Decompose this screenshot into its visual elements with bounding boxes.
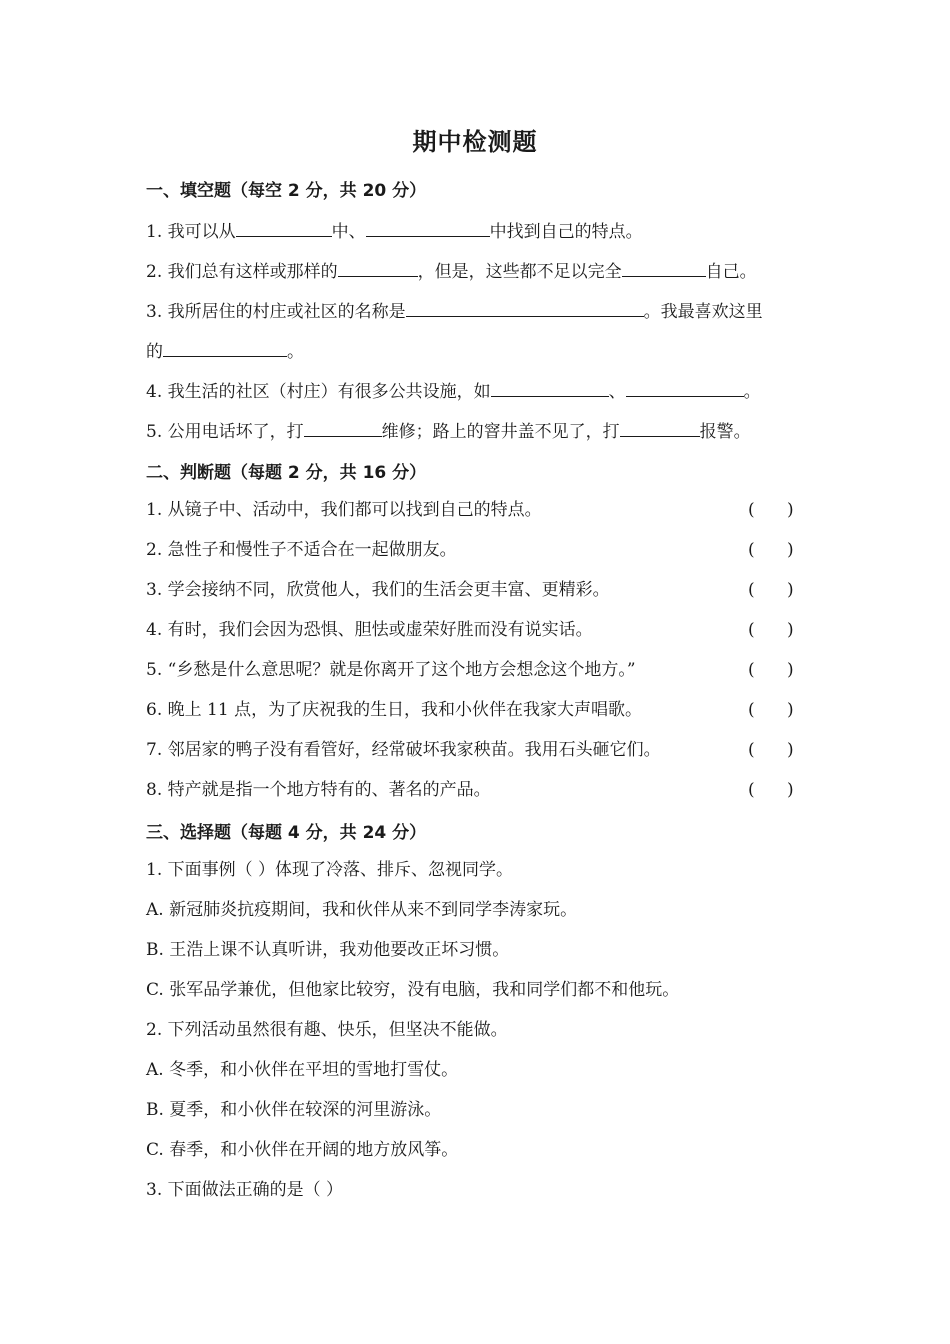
choice-option[interactable]: B. 王浩上课不认真听讲，我劝他要改正坏习惯。: [146, 940, 510, 960]
judge-question: 5. “乡愁是什么意思呢？就是你离开了这个地方会想念这个地方。”: [146, 660, 636, 680]
answer-blank[interactable]: [236, 218, 332, 237]
choice-question: 2. 下列活动虽然很有趣、快乐，但坚决不能做。: [146, 1020, 508, 1040]
choice-option[interactable]: B. 夏季，和小伙伴在较深的河里游泳。: [146, 1100, 442, 1120]
page-title: 期中检测题: [412, 128, 538, 156]
answer-blank[interactable]: [338, 258, 418, 277]
judge-question: 1. 从镜子中、活动中，我们都可以找到自己的特点。: [146, 500, 542, 520]
choice-question: 3. 下面做法正确的是（ ）: [146, 1180, 344, 1200]
judge-question: 3. 学会接纳不同，欣赏他人，我们的生活会更丰富、更精彩。: [146, 580, 610, 600]
judge-question: 7. 邻居家的鸭子没有看管好，经常破坏我家秧苗。我用石头砸它们。: [146, 740, 661, 760]
answer-blank[interactable]: [620, 418, 700, 437]
choice-option[interactable]: A. 冬季，和小伙伴在平坦的雪地打雪仗。: [146, 1060, 459, 1080]
answer-parentheses[interactable]: ( ): [748, 700, 794, 720]
fill-question-3: 3. 我所居住的村庄或社区的名称是 。我最喜欢这里: [146, 298, 763, 324]
answer-blank[interactable]: [366, 218, 490, 237]
judge-question: 4. 有时，我们会因为恐惧、胆怯或虚荣好胜而没有说实话。: [146, 620, 593, 640]
fill-question-3-cont: 的 。: [146, 338, 304, 364]
section-fill-blank-heading: 一、填空题（每空 2 分，共 20 分）: [146, 181, 427, 201]
fill-question-5: 5. 公用电话坏了，打 维修；路上的窨井盖不见了，打 报警。: [146, 418, 751, 444]
answer-blank[interactable]: [304, 418, 382, 437]
fill-question-1: 1. 我可以从 中、 中找到自己的特点。: [146, 218, 643, 244]
answer-parentheses[interactable]: ( ): [748, 580, 794, 600]
choice-option[interactable]: C. 春季，和小伙伴在开阔的地方放风筝。: [146, 1140, 459, 1160]
choice-option[interactable]: C. 张军品学兼优，但他家比较穷，没有电脑，我和同学们都不和他玩。: [146, 980, 680, 1000]
choice-option[interactable]: A. 新冠肺炎抗疫期间，我和伙伴从来不到同学李涛家玩。: [146, 900, 578, 920]
answer-parentheses[interactable]: ( ): [748, 540, 794, 560]
answer-blank[interactable]: [491, 378, 609, 397]
section-choice-heading: 三、选择题（每题 4 分，共 24 分）: [146, 823, 427, 843]
section-true-false-heading: 二、判断题（每题 2 分，共 16 分）: [146, 463, 427, 483]
answer-parentheses[interactable]: ( ): [748, 780, 794, 800]
judge-question: 6. 晚上 11 点，为了庆祝我的生日，我和小伙伴在我家大声唱歌。: [146, 700, 643, 720]
fill-question-4: 4. 我生活的社区（村庄）有很多公共设施，如 、 。: [146, 378, 761, 404]
answer-blank[interactable]: [626, 378, 744, 397]
answer-blank[interactable]: [163, 338, 287, 357]
answer-parentheses[interactable]: ( ): [748, 620, 794, 640]
judge-question: 8. 特产就是指一个地方特有的、著名的产品。: [146, 780, 491, 800]
answer-parentheses[interactable]: ( ): [748, 500, 794, 520]
judge-question: 2. 急性子和慢性子不适合在一起做朋友。: [146, 540, 457, 560]
choice-question: 1. 下面事例（ ）体现了冷落、排斥、忽视同学。: [146, 860, 514, 880]
fill-question-2: 2. 我们总有这样或那样的 ，但是，这些都不足以完全 自己。: [146, 258, 757, 284]
answer-blank[interactable]: [622, 258, 706, 277]
answer-blank[interactable]: [406, 298, 644, 317]
answer-parentheses[interactable]: ( ): [748, 740, 794, 760]
answer-parentheses[interactable]: ( ): [748, 660, 794, 680]
